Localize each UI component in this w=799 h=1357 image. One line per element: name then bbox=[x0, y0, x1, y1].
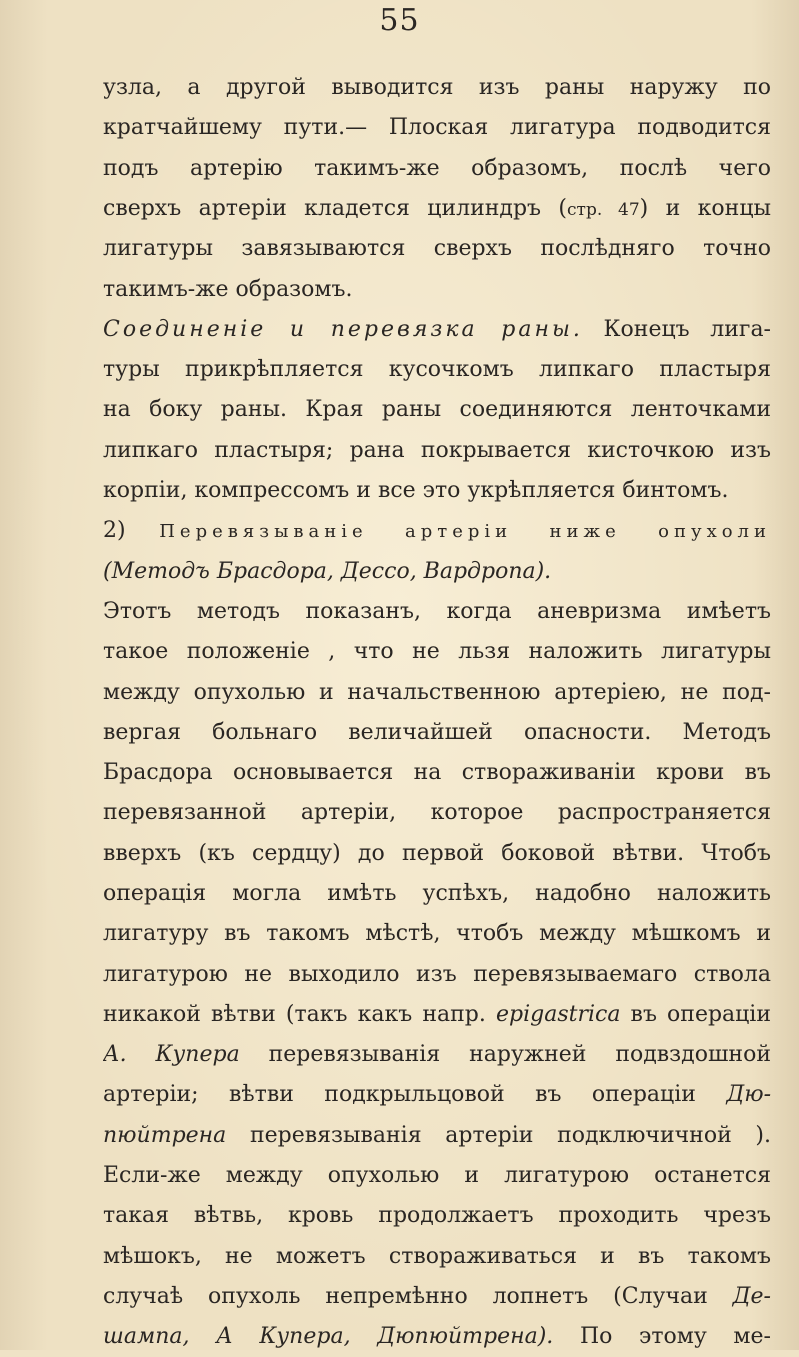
text-line bbox=[103, 592, 771, 632]
text-line bbox=[103, 632, 771, 672]
text-run: 2) bbox=[103, 518, 160, 543]
text-line bbox=[103, 914, 771, 954]
text-run: По этому ме- bbox=[553, 1324, 771, 1349]
italic-text: шампа, А Купера, Дюпюйтрена). bbox=[103, 1324, 554, 1349]
spaced-caps-text: Перевязываніе артеріи ниже опухоли bbox=[159, 521, 771, 542]
text-line bbox=[103, 955, 771, 995]
text-run: туры прикрѣпляется кусочкомъ липкаго пластыря bbox=[103, 357, 771, 382]
text-run: стр. 47 bbox=[567, 200, 640, 220]
text-line bbox=[103, 108, 771, 148]
text-line bbox=[103, 149, 771, 189]
text-line bbox=[103, 1075, 771, 1115]
text-run: такимъ-же образомъ. bbox=[103, 277, 353, 302]
text-run: въ операціи bbox=[620, 1002, 771, 1027]
text-run: между опухолью и начальственною артеріею, не под- bbox=[103, 680, 771, 705]
text-line bbox=[103, 874, 771, 914]
text-run: Если-же между опухолью и лигатурою останется bbox=[103, 1163, 771, 1188]
text-run: липкаго пластыря; рана покрывается кисточкою изъ bbox=[103, 438, 771, 463]
text-run: перевязанной артеріи, которое распространяется bbox=[103, 800, 771, 825]
text-line bbox=[103, 834, 771, 874]
text-line bbox=[103, 753, 771, 793]
text-line bbox=[103, 350, 771, 390]
text-run: случаѣ опухоль непремѣнно лопнетъ (Случаи bbox=[103, 1284, 733, 1309]
text-run: такое положеніе , что не льзя наложить лигатуры bbox=[103, 639, 771, 664]
text-line bbox=[103, 1035, 771, 1075]
page-number: 55 bbox=[379, 3, 420, 38]
italic-text: А. Купера bbox=[103, 1042, 240, 1067]
text-run: лигатурою не выходило изъ перевязываемаго ствола bbox=[103, 962, 771, 987]
text-line bbox=[103, 270, 771, 310]
text-run: подъ артерію такимъ-же образомъ, послѣ чего bbox=[103, 156, 771, 181]
italic-text: Соединеніе и перевязка раны. bbox=[103, 317, 583, 342]
text-line bbox=[103, 1237, 771, 1277]
body-text bbox=[0, 68, 799, 1350]
text-line bbox=[103, 995, 771, 1035]
italic-text: Де- bbox=[732, 1284, 771, 1309]
text-line bbox=[103, 1317, 771, 1357]
text-run: перевязыванія наружней подвздошной bbox=[239, 1042, 771, 1067]
text-run: вергая больнаго величайшей опасности. Методъ bbox=[103, 720, 771, 745]
text-line bbox=[103, 713, 771, 753]
text-line bbox=[103, 793, 771, 833]
text-run: мѣшокъ, не можетъ створаживаться и въ такомъ bbox=[103, 1244, 771, 1269]
text-line bbox=[103, 431, 771, 471]
text-line bbox=[103, 189, 771, 229]
text-line bbox=[103, 1277, 771, 1317]
text-run: корпіи, компрессомъ и все это укрѣпляется бинтомъ. bbox=[103, 478, 729, 503]
text-run: лигатуры завязываются сверхъ послѣдняго точно bbox=[103, 236, 771, 261]
text-run: Конецъ лига- bbox=[582, 317, 771, 342]
text-line bbox=[103, 511, 771, 551]
italic-text: (Методъ Брасдора, Дессо, Вардропа). bbox=[103, 559, 552, 584]
text-run: лигатуру въ такомъ мѣстѣ, чтобъ между мѣшкомъ и bbox=[103, 921, 771, 946]
text-line bbox=[103, 1156, 771, 1196]
text-line bbox=[103, 1116, 771, 1156]
text-run: кратчайшему пути.— Плоская лигатура подводится bbox=[103, 115, 771, 140]
text-run: вверхъ (къ сердцу) до первой боковой вѣтви. Чтобъ bbox=[103, 841, 771, 866]
text-run: артеріи; вѣтви подкрыльцовой въ операціи bbox=[103, 1082, 727, 1107]
text-run: узла, а другой выводится изъ раны наружу по bbox=[103, 75, 771, 100]
text-run: Брасдора основывается на створаживаніи крови въ bbox=[103, 760, 771, 785]
text-line bbox=[103, 390, 771, 430]
text-run: ) и концы bbox=[639, 196, 771, 221]
text-line bbox=[103, 552, 771, 592]
text-run: сверхъ артеріи кладется цилиндръ ( bbox=[103, 196, 568, 221]
text-run: никакой вѣтви (такъ какъ напр. bbox=[103, 1002, 496, 1027]
text-line bbox=[103, 229, 771, 269]
italic-text: пюйтрена bbox=[103, 1123, 227, 1148]
text-line bbox=[103, 1196, 771, 1236]
text-run: Этотъ методъ показанъ, когда аневризма имѣетъ bbox=[103, 599, 771, 624]
text-run: операція могла имѣть успѣхъ, надобно наложить bbox=[103, 881, 771, 906]
italic-text: epigastrica bbox=[495, 1002, 621, 1027]
text-run: такая вѣтвь, кровь продолжаетъ проходить чрезъ bbox=[103, 1203, 771, 1228]
text-line bbox=[103, 673, 771, 713]
text-line bbox=[103, 471, 771, 511]
text-run: на боку раны. Края раны соединяются ленточками bbox=[103, 397, 771, 422]
text-run: перевязыванія артеріи подключичной ). bbox=[226, 1123, 771, 1148]
text-line bbox=[103, 310, 771, 350]
text-line bbox=[103, 68, 771, 108]
italic-text: Дю- bbox=[726, 1082, 771, 1107]
